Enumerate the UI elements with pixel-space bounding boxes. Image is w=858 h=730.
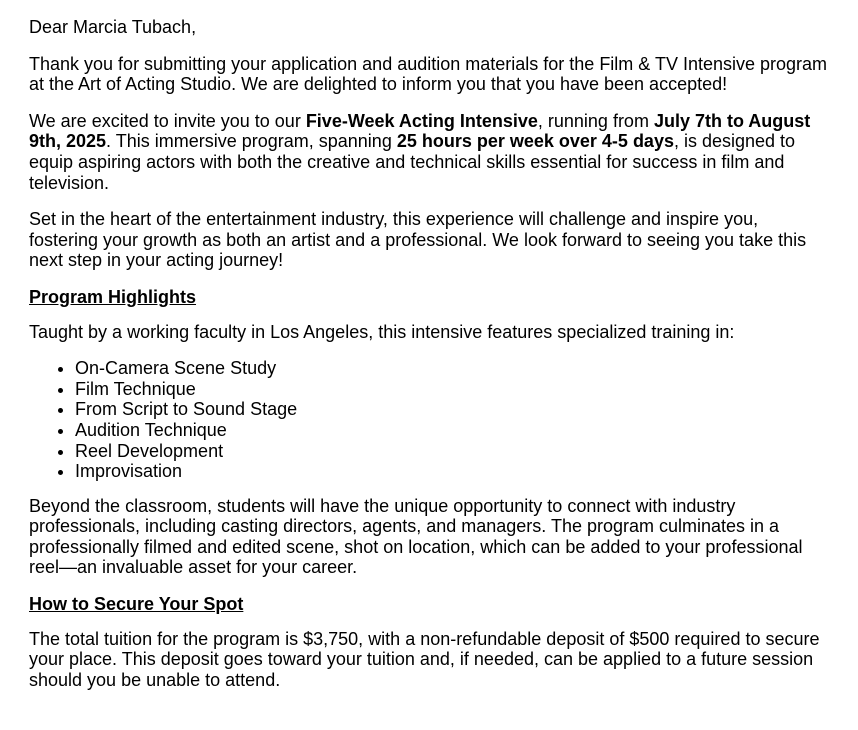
greeting: Dear Marcia Tubach, xyxy=(29,17,197,37)
list-item: • Improvisation xyxy=(75,461,829,482)
list-item: • Reel Development xyxy=(75,441,829,462)
highlights-heading: Program Highlights xyxy=(29,286,197,307)
invite-text-1: We are excited to invite you to our xyxy=(29,110,306,131)
secure-heading: How to Secure Your Spot xyxy=(29,594,244,615)
program-schedule: 25 hours per week over 4-5 days xyxy=(396,131,674,152)
invite-text-3: . This immersive program, spanning xyxy=(106,131,397,152)
program-dates: July 7th to August 9th, 2025 xyxy=(29,110,811,152)
program-name: Five-Week Acting Intensive xyxy=(305,110,538,131)
list-item: • Audition Technique xyxy=(75,420,829,441)
invite-text-4: , is designed to equip aspiring actors with both the creative and technical skills essential for success in film and television. xyxy=(29,131,796,193)
invite-paragraph xyxy=(29,111,829,193)
list-item: • On-Camera Scene Study xyxy=(75,358,829,379)
setting-paragraph: Set in the heart of the entertainment industry, this experience will challenge and inspire you, fostering your growth as both an artist and a professional. We look forward to seeing you take this next step in your acting journey! xyxy=(29,209,807,271)
intro-paragraph: Thank you for submitting your application and audition materials for the Film & TV Intensive program at the Art of Acting Studio. We are delighted to inform you that you have been accepted! xyxy=(29,53,828,95)
list-item: • Film Technique xyxy=(75,379,829,400)
training-list xyxy=(29,358,829,482)
highlights-lead: Taught by a working faculty in Los Angeles, this intensive features specialized training in: xyxy=(29,321,735,342)
beyond-paragraph: Beyond the classroom, students will have the unique opportunity to connect with industry professionals, including casting directors, agents, and managers. The program culminates in a professionally filmed and edited scene, shot on location, which can be added to your professional reel—an invaluable asset for your career. xyxy=(29,495,803,578)
tuition-paragraph: The total tuition for the program is $3,750, with a non-refundable deposit of $500 required to secure your place. This deposit goes toward your tuition and, if needed, can be applied to a future session should you be unable to attend. xyxy=(29,628,820,690)
invite-text-2: , running from xyxy=(537,110,654,131)
list-item: • From Script to Sound Stage xyxy=(75,399,829,420)
